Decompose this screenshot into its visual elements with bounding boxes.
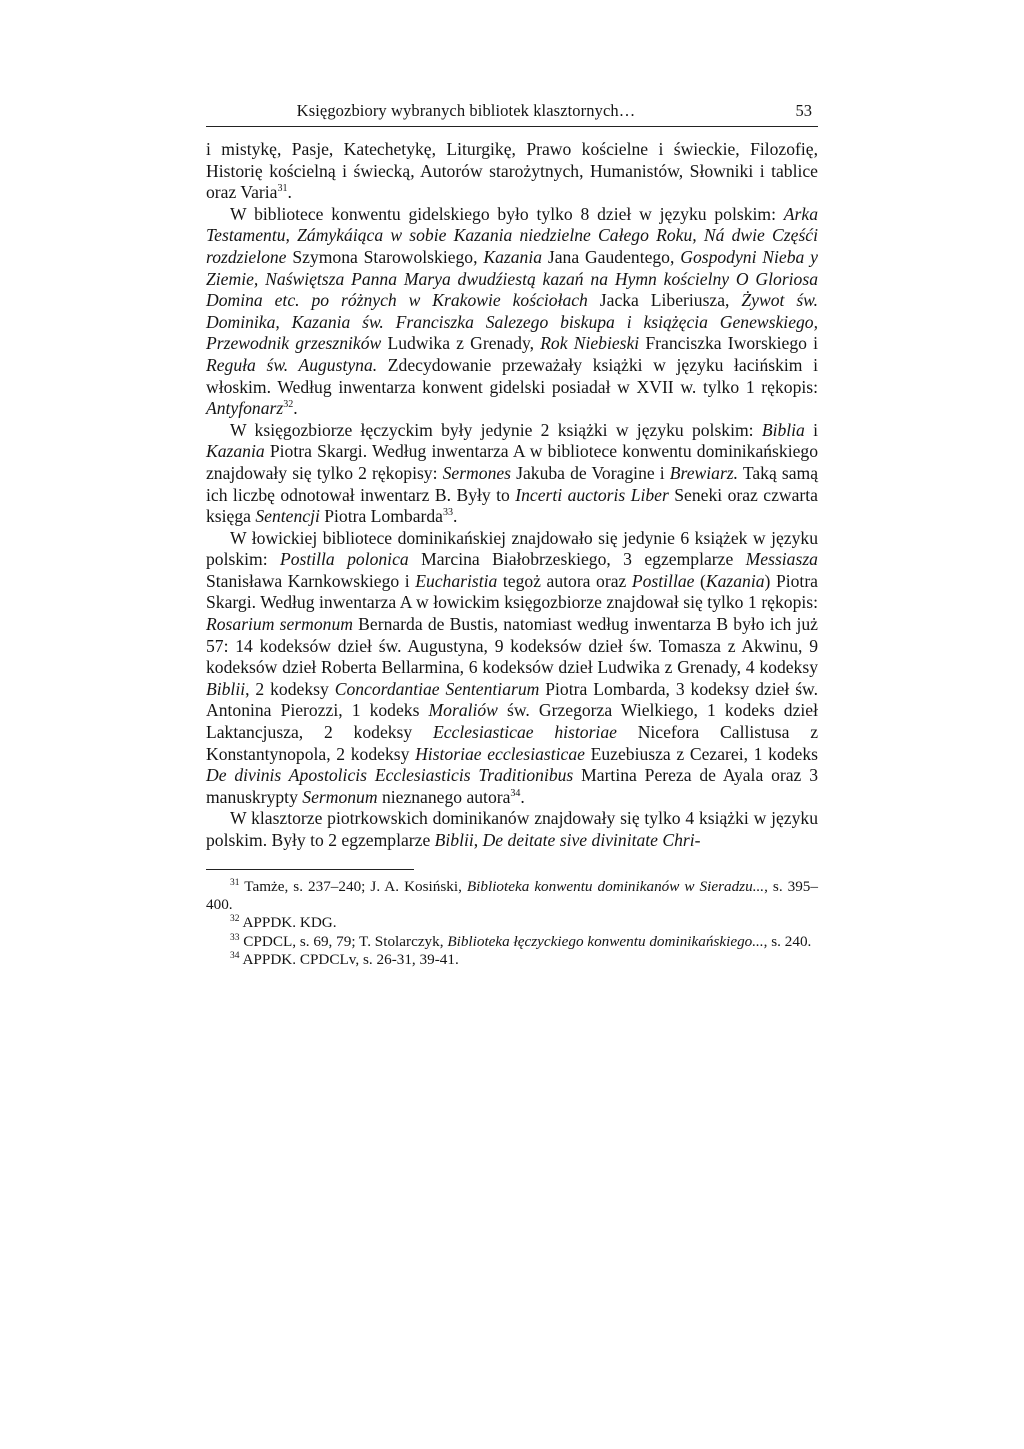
text-run: Euzebiusza z Cezarei, 1 kodeks: [584, 743, 819, 764]
document-page: [206, 96, 818, 970]
italic-title: Sermonum: [302, 786, 378, 807]
text-run: W bibliotece konwentu gidelskiego było tylko 8 dzieł w języku polskim:: [230, 203, 784, 224]
text-run: CPDCL, s. 69, 79; T. Stolarczyk,: [239, 932, 448, 950]
running-title: Księgozbiory wybranych bibliotek klasztornych…: [296, 101, 636, 120]
italic-title: Biblioteka łęczyckiego konwentu dominikańskiego...: [447, 932, 764, 950]
text-run: Seneki oraz czwarta księga: [206, 484, 818, 527]
text-run: Taką samą ich liczbę odnotował inwentarz B. Były to: [206, 462, 819, 505]
paragraph-4: [206, 528, 818, 809]
italic-title: Kazania: [206, 441, 265, 462]
footnote-ref-33[interactable]: 33: [442, 507, 453, 519]
footnote-number: 34: [230, 951, 240, 962]
italic-title: Reguła św. Augustyna.: [206, 354, 378, 375]
italic-title: Incerti auctoris Liber: [515, 484, 669, 505]
italic-title: Postilla polonica: [279, 549, 409, 570]
text-run: ) Piotra Skargi. Według inwentarza A w łowickim księgozbiorze znajdował się tylko 1 rękopis:: [206, 570, 818, 613]
italic-title: Brewiarz.: [669, 462, 739, 483]
italic-title: Antyfonarz: [206, 398, 284, 419]
footnote-number: 33: [230, 932, 240, 943]
text-run: nieznanego autora: [377, 786, 511, 807]
italic-title: Gospodyni Nieba y Ziemie, Naświętsza Panna Marya dwudźiestą kazań na Hymn kościelny O Gloriosa Domina etc. po różnych w Krakowie kościołach: [206, 246, 818, 311]
text-run: św. Grzegorza Wielkiego, 1 kodeks dzieł Laktancjusza, 2 kodeksy: [206, 700, 818, 743]
text-run: , s. 240.: [763, 932, 812, 950]
footnote-ref-34[interactable]: 34: [510, 787, 521, 799]
text-run: Bernarda de Bustis, natomiast według inwentarza B było ich już 57: 14 kodeksów dzieł św. Augustyna, 9 kodeksów dzieł św. Tomasza z Akwinu, 9 kodeksów dzieł Roberta Bellarmina, 6 kodeksów dzieł Ludwika z Grenady, 4 kodeksy: [206, 614, 818, 678]
footnote-number: 31: [230, 877, 240, 888]
text-run: Jana Gaudentego,: [542, 246, 681, 267]
italic-title: Biblii: [206, 678, 246, 699]
text-run: tegoż autora oraz: [497, 570, 632, 591]
italic-title: Eucharistia: [415, 570, 498, 591]
italic-title: Ecclesiasticae historiae: [432, 722, 617, 743]
body-text: [206, 139, 818, 852]
text-run: Martina Pereza de Ayala oraz 3 manuskrypty: [206, 765, 819, 807]
text-run: , s. 395–400.: [206, 877, 818, 913]
footnote-31: [206, 878, 818, 915]
italic-title: Żywot św. Dominika, Kazania św. Franciszka Salezego biskupa i książęcia Genewskiego, Przewodnik grzeszników: [206, 290, 818, 354]
italic-title: De divinis Apostolicis Ecclesiasticis Traditionibus: [206, 765, 574, 786]
text-run: Marcina Białobrzeskiego, 3 egzemplarze: [408, 549, 746, 570]
text-run: Ludwika z Grenady,: [381, 333, 541, 354]
italic-title: Kazania: [483, 246, 543, 267]
footnote-separator: [206, 869, 414, 870]
text-run: APPDK. CPDCLv, s. 26-31, 39-41.: [239, 951, 459, 969]
text-run: Tamże, s. 237–240; J. A. Kosiński,: [239, 877, 467, 895]
text-run: APPDK. KDG.: [239, 914, 337, 932]
footnote-34: [206, 951, 818, 969]
paragraph-5: [206, 808, 818, 851]
text-run: .: [293, 398, 298, 419]
text-run: W klasztorze piotrkowskich dominikanów znajdowały się tylko 4 książki w języku polskim. Były to 2 egzemplarze: [206, 808, 818, 850]
italic-title: De deitate sive divinitate Chri-: [482, 830, 701, 850]
italic-title: Biblioteka konwentu dominikanów w Sieradzu...: [466, 877, 765, 895]
text-run: Piotra Lombarda: [319, 506, 443, 527]
text-run: Zdecydowanie przeważały książki w języku łacińskim i włoskim. Według inwentarza konwent gidelski posiadał w XVII w. tylko 1 rękopis:: [206, 354, 818, 397]
text-run: .: [452, 506, 458, 527]
italic-title: Concordantiae Sententiarum: [334, 678, 540, 699]
italic-title: Postillae: [631, 570, 695, 591]
text-run: ,: [473, 830, 483, 850]
text-run: Piotra Skargi. Według inwentarza A w bibliotece konwentu dominikańskiego znajdowały się tylko 2 rękopisy:: [206, 441, 818, 483]
footnote-number: 32: [230, 914, 240, 925]
footnote-ref-31[interactable]: 31: [277, 183, 288, 195]
text-run: Nicefora Callistusa z Konstantynopola, 2 kodeksy: [206, 722, 818, 764]
running-header: [206, 96, 818, 127]
italic-title: Historiae ecclesiasticae: [415, 743, 585, 764]
text-run: Franciszka Iworskiego i: [639, 333, 818, 354]
text-run: Jakuba de Voragine i: [511, 462, 670, 483]
footnotes: [206, 878, 818, 970]
footnote-33: [206, 933, 818, 951]
text-run: Jacka Liberiusza,: [587, 290, 742, 311]
italic-title: Sentencji: [255, 506, 320, 527]
text-run: .: [287, 182, 292, 203]
italic-title: Messiasza: [745, 549, 818, 570]
text-run: W łowickiej bibliotece dominikańskiej znajdowało się jedynie 6 książek w języku polskim:: [206, 527, 818, 570]
italic-title: Biblia: [761, 419, 805, 440]
italic-title: Kazania: [705, 570, 765, 591]
text-run: W księgozbiorze łęczyckim były jedynie 2 książki w języku polskim:: [230, 419, 762, 440]
paragraph-3: [206, 420, 818, 528]
text-run: .: [520, 786, 525, 807]
text-run: (: [694, 570, 706, 591]
paragraph-2: [206, 204, 818, 420]
page-number: 53: [795, 101, 812, 120]
italic-title: Arka Testamentu, Zámykáiąca w sobie Kazania niedzielne Całego Roku, Ná dwie Częśći rozdzielone: [206, 203, 818, 267]
text-run: Piotra Lombarda, 3 kodeksy dzieł św. Antonina Pierozzi, 1 kodeks: [206, 678, 818, 721]
paragraph-1: [206, 139, 818, 204]
italic-title: Biblii: [434, 830, 474, 850]
footnote-ref-32[interactable]: 32: [283, 399, 294, 411]
text-run: Szymona Starowolskiego,: [286, 246, 484, 267]
italic-title: Rosarium sermonum: [206, 614, 353, 635]
italic-title: Rok Niebieski: [540, 333, 640, 354]
text-run: i mistykę, Pasje, Katechetykę, Liturgikę, Prawo kościelne i świeckie, Filozofię, Historię kościelną i świecką, Autorów starożytnych, Humanistów, Słowniki i tablice oraz Varia: [206, 139, 818, 203]
footnote-32: [206, 914, 818, 932]
italic-title: Sermones: [442, 462, 512, 483]
text-run: Stanisława Karnkowskiego i: [206, 570, 416, 591]
text-run: , 2 kodeksy: [245, 678, 335, 699]
italic-title: Moraliów: [428, 700, 498, 721]
text-run: i: [804, 419, 818, 440]
